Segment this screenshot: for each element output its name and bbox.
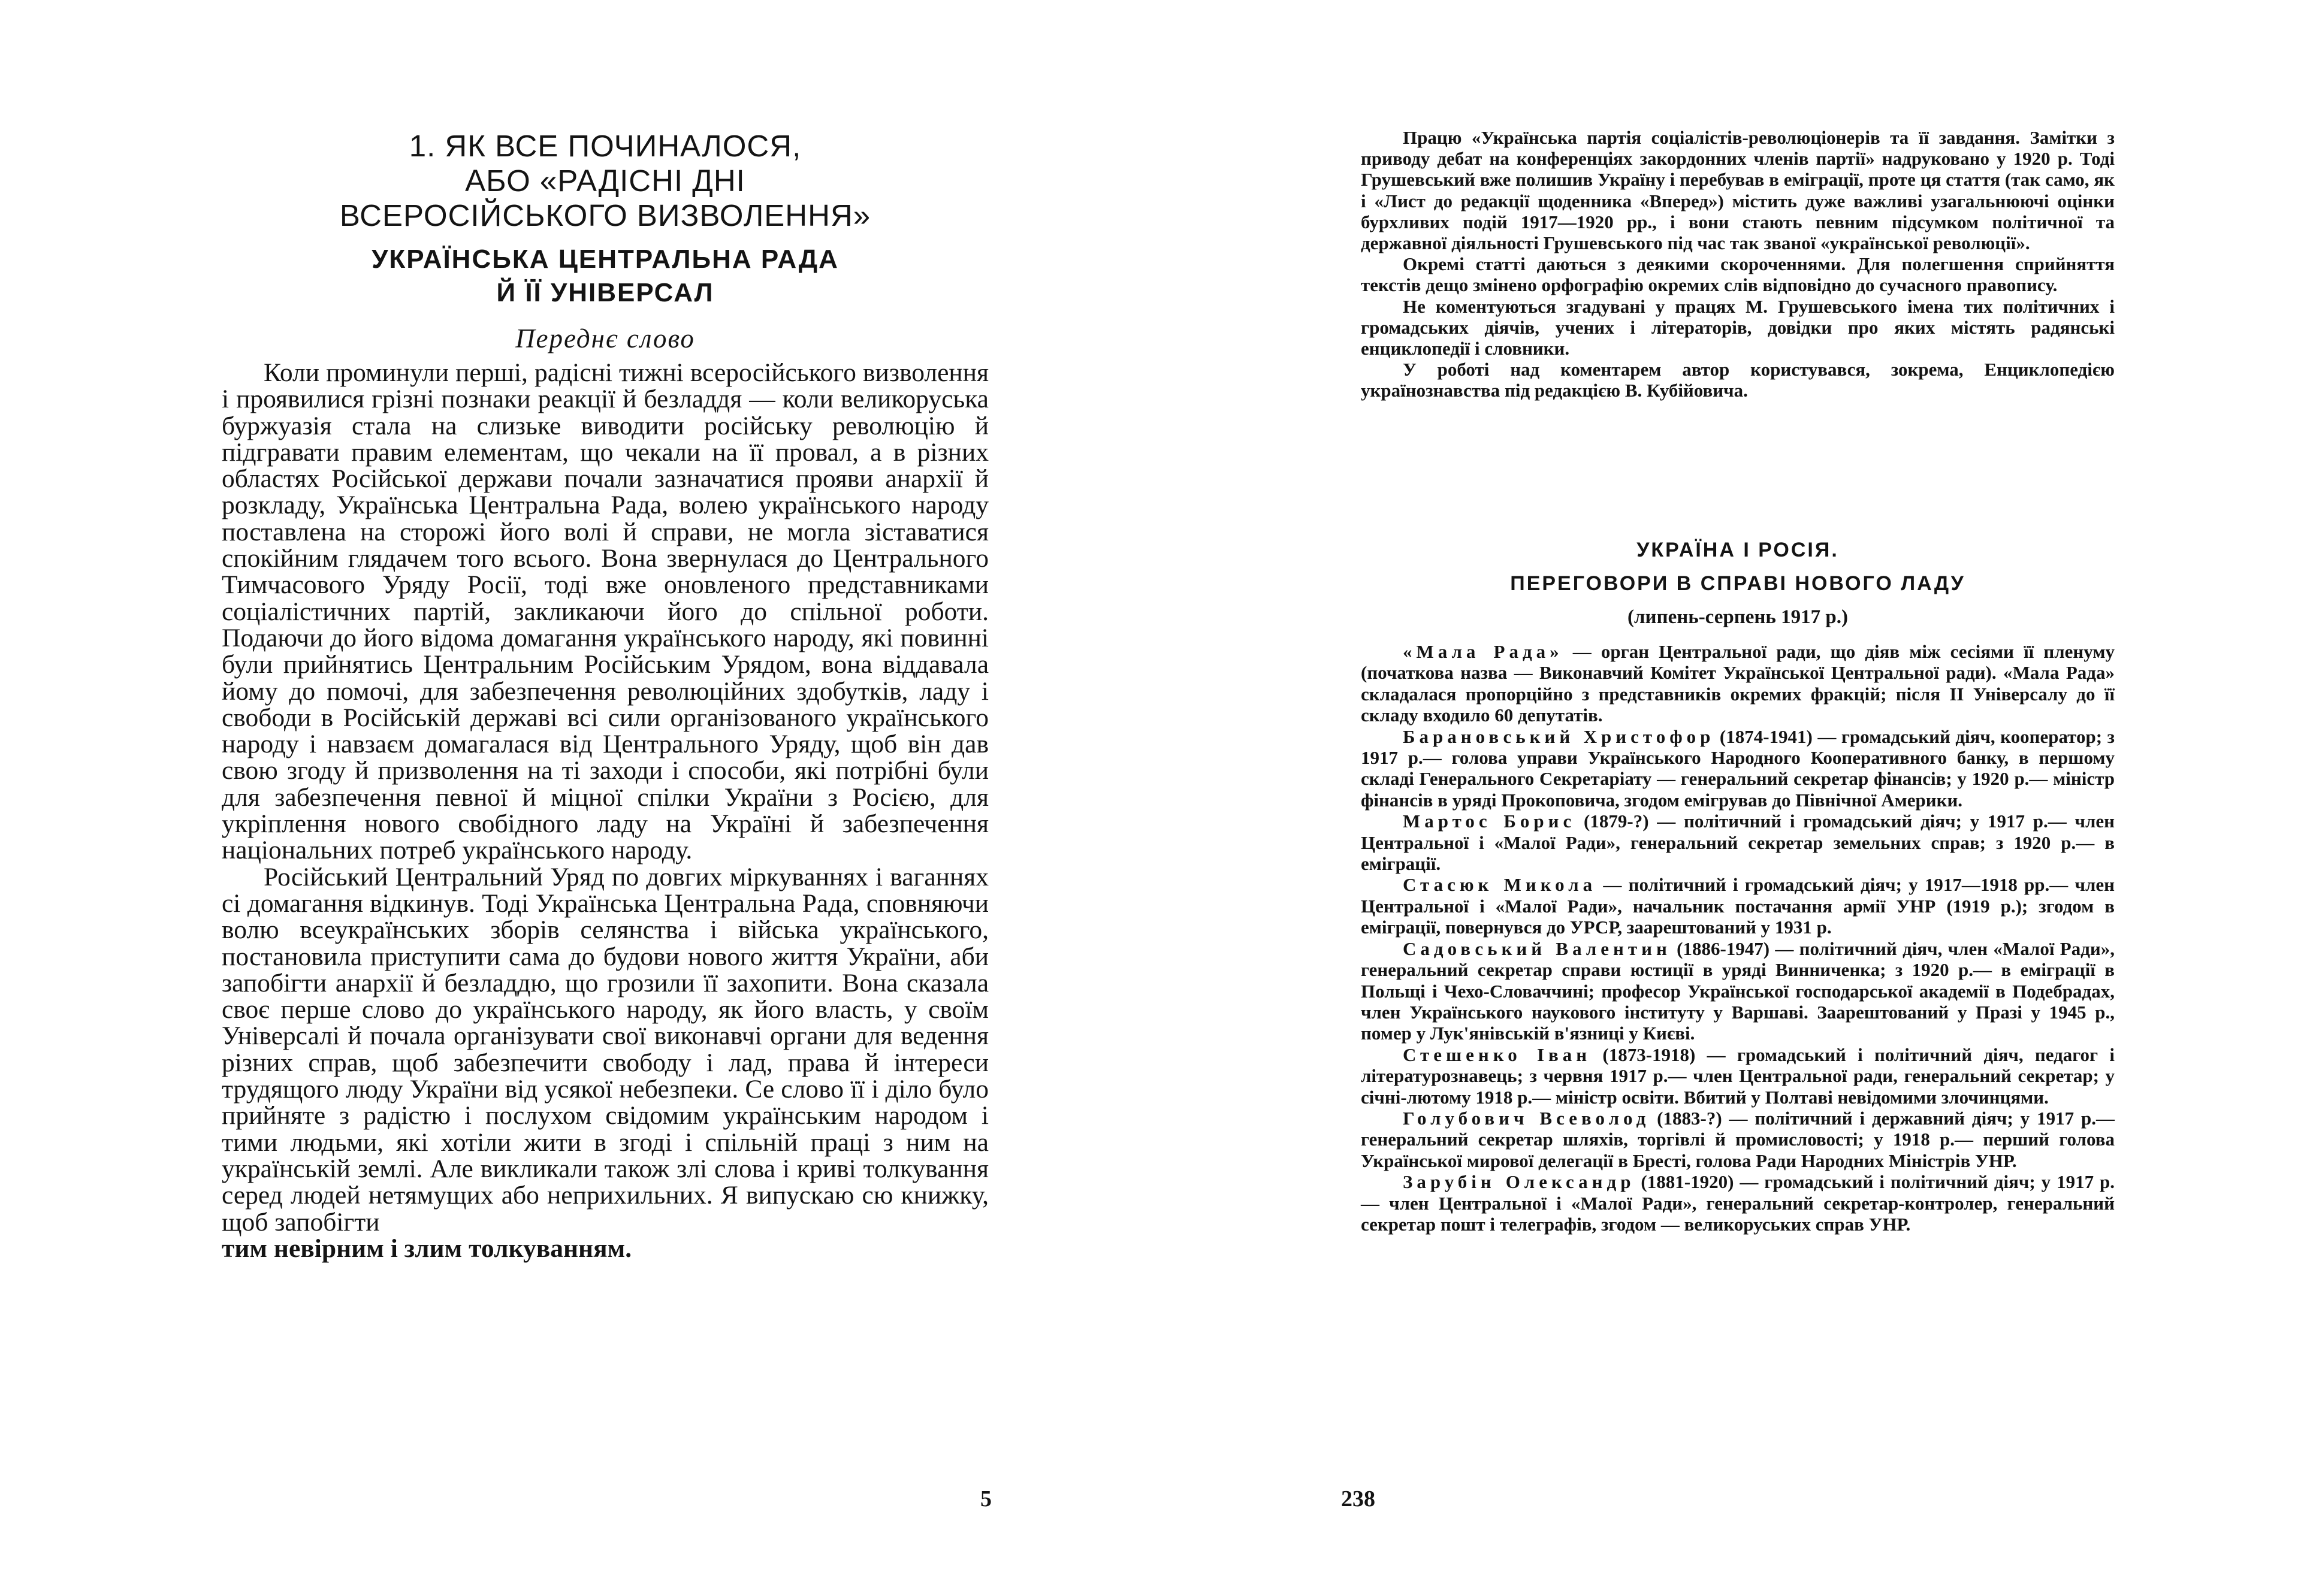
entry-text: — політичний і громадський діяч; у 1917—1918 рр.— член Центральної і «Малої Ради», начальник постачання армії УНР (1919 р.); згодом в еміграції, повернувся до УРСР, заарештований у 1931 р. (1361, 874, 2115, 938)
entry-text: — орган Центральної ради, що діяв між сесіями її пленуму (початкова назва — Виконавчий Комітет Української Центральної ради). «Мала Рада» складалася пропорційно з представників окремих фракцій; після II Універсалу до її складу входило 60 депутатів. (1361, 641, 2115, 726)
entry (1361, 1171, 2115, 1235)
section-title-line: Й ЇЇ УНІВЕРСАЛ (496, 278, 714, 307)
left-body-text (222, 359, 989, 1262)
page-number: 5 (980, 1486, 992, 1512)
entry (1361, 726, 2115, 811)
intro-text (1361, 127, 2115, 401)
section-title-line: ПЕРЕГОВОРИ В СПРАВІ НОВОГО ЛАДУ (1510, 572, 1965, 595)
entry-text: (1881-1920) — громадський і політичний діяч; у 1917 р.— член Центральної і «Малої Ради», генеральний секретар-контролер, генеральний секретар пошт і телеграфів, згодом — великоруських справ УНР. (1361, 1171, 2115, 1235)
paragraph: Коли проминули перші, радісні тижні всеросійського визволення і проявилися грізні познаки реакції й безладдя — коли великоруська буржуазія стала на слизьке виводити російську революцію й підгравати правим елементам, що чекали на її провал, а в різних областях Російської держави почали зазначатися прояви анархії й розкладу, Українська Центральна Рада, волею українського народу поставлена на сторожі його волі й справи, не могла зіставатися спокійним глядачем того всього. Вона звернулася до Центрального Тимчасового Уряду Росії, тоді вже оновленого представниками соціалістичних партій, закликаючи його до спільної роботи. Подаючи до його відома домагання українського народу, які повинні були прийнятись Центральним Російським Урядом, вона віддавала йому до помочі, для забезпечення революційних здобутків, ладу і свободи в Російській державі всі сили організованого українського народу і навзаєм домагалася від Центрального Уряду, щоб він дав свою згоду й призволення на ті заходи і способи, які потрібні були для забезпечення певної й міцної спілки України з Росією, для укріплення нового свобідного ладу на Україні й забезпечення національних потреб українського народу. (222, 358, 989, 865)
right-page (1150, 0, 2301, 1596)
chapter-title-line: АБО «РАДІСНІ ДНІ (465, 164, 745, 198)
entry (1361, 1044, 2115, 1108)
chapter-title (222, 129, 989, 233)
paragraph-last-line: тим невірним і злим толкуванням. (222, 1234, 632, 1263)
paragraph: Російський Центральний Уряд по довгих міркуваннях і ваганнях сі домагання відкинув. Тоді Українська Центральна Рада, сповняючи волю всеукраїнських зборів селянства і війська українського, постановила приступити сама до будови нового життя України, аби запобігти анархії й безладдю, що грозили її захопити. Вона сказала своє перше слово до українського народу, як його власть, у своїм Універсалі й почала організувати свої виконавчі органи для ведення різних справ, щоб забезпечити свободу і лад, права й інтереси трудящого люду України від усякої небезпеки. Се слово її і діло було прийняте з радістю і послухом свідомим українським народом і тими людьми, які хотіли жити в згоді і спільній праці з ним на українській землі. Але викликали також злі слова і криві толкування серед людей нетямущих або неприхильних. Я випускаю сю книжку, щоб запобігти (222, 862, 989, 1237)
foreword-heading: Переднє слово (515, 324, 695, 353)
section-title-line: УКРАЇНСЬКА ЦЕНТРАЛЬНА РАДА (372, 244, 839, 274)
intro-paragraph: Окремі статті даються з деякими скороченнями. Для полегшення сприйняття текстів дещо змінено орфографію окремих слів відповідно до сучасного правопису. (1361, 253, 2115, 296)
entry-name: Мартос Борис (1403, 811, 1576, 832)
intro-paragraph: Працю «Українська партія соціалістів-революціонерів та її завдання. Замітки з приводу дебат на конференціях закордонних членів партії» надруковано у 1920 р. Тоді Грушевський вже полишив Україну і перебував в еміграції, проте ця стаття (так само, як і «Лист до редакції щоденника «Вперед») містить дуже важливі узагальнюючі оцінки бурхливих подій 1917—1920 рр., і вони стають певним підсумком політичної та державної діяльності Грушевського під час так званої «української революції». (1361, 127, 2115, 254)
entry-name: Зарубін Олександр (1403, 1171, 1635, 1193)
entry (1361, 641, 2115, 726)
entry (1361, 938, 2115, 1044)
entry (1361, 874, 2115, 938)
commentary-entries (1361, 641, 2115, 1235)
left-page (0, 0, 1150, 1596)
entry-name: Барановський Христофор (1403, 726, 1715, 747)
section-subtitle: (липень-серпень 1917 р.) (1627, 606, 1848, 628)
entry-text: (1874-1941) — громадський діяч, кооператор; з 1917 р.— голова управи Українського Народного Кооперативного банку, в першому складі Генерального Секретаріату — генеральний секретар фінансів; у 1920 р.— міністр фінансів в уряді Прокоповича, згодом емігрував до Північної Америки. (1361, 726, 2115, 811)
entry-text: (1886-1947) — політичний діяч, член «Малої Ради», генеральний секретар справи юстиції в уряді Винниченка; з 1920 р.— в еміграції в Польщі і Чехо-Словаччині; професор Української господарської академії в Подебрадах, член Українського наукового інституту у Варшаві. Заарештований у Празі у 1945 р., помер у Лук'янівській в'язниці у Києві. (1361, 938, 2115, 1044)
entry-text: (1873-1918) — громадський і політичний діяч, педагог і літературознавець; з червня 1917 р.— член Центральної ради, генеральний секретар; у січні-лютому 1918 р.— міністр освіти. Вбитий у Полтаві невідомими злочинцями. (1361, 1044, 2115, 1108)
intro-paragraph: Не коментуються згадувані у працях М. Грушевського імена тих політичних і громадських діячів, учених і літераторів, довідки про яких містять радянські енциклопедії і словники. (1361, 295, 2115, 359)
section-title (222, 243, 989, 310)
entry (1361, 811, 2115, 874)
chapter-title-line: 1. ЯК ВСЕ ПОЧИНАЛОСЯ, (409, 129, 802, 163)
section-title (1361, 533, 2115, 600)
entry-text: (1879-?) — політичний і громадський діяч; у 1917 р.— член Центральної і «Малої Ради», генеральний секретар земельних справ; з 1920 р.— в еміграції. (1361, 811, 2115, 875)
chapter-title-line: ВСЕРОСІЙСЬКОГО ВИЗВОЛЕННЯ» (339, 198, 871, 232)
entry-name: Садовський Валентин (1403, 938, 1671, 959)
entry (1361, 1108, 2115, 1171)
page-number: 238 (1341, 1486, 1375, 1512)
entry-name: Стасюк Микола (1403, 874, 1597, 896)
entry-name: Стешенко Іван (1403, 1044, 1592, 1065)
section-title-line: УКРАЇНА І РОСІЯ. (1636, 539, 1839, 561)
intro-paragraph: У роботі над коментарем автор користувався, зокрема, Енциклопедією українознавства під редакцією В. Кубійовича. (1361, 359, 2115, 401)
entry-name: «Мала Рада» (1403, 641, 1563, 662)
entry-text: (1883-?) — політичний і державний діяч; у 1917 р.— генеральний секретар шляхів, торгівлі й промисловості; у 1918 р.— перший голова Української мирової делегації в Бресті, голова Ради Народних Міністрів УНР. (1361, 1107, 2115, 1171)
entry-name: Голубович Всеволод (1403, 1107, 1650, 1129)
